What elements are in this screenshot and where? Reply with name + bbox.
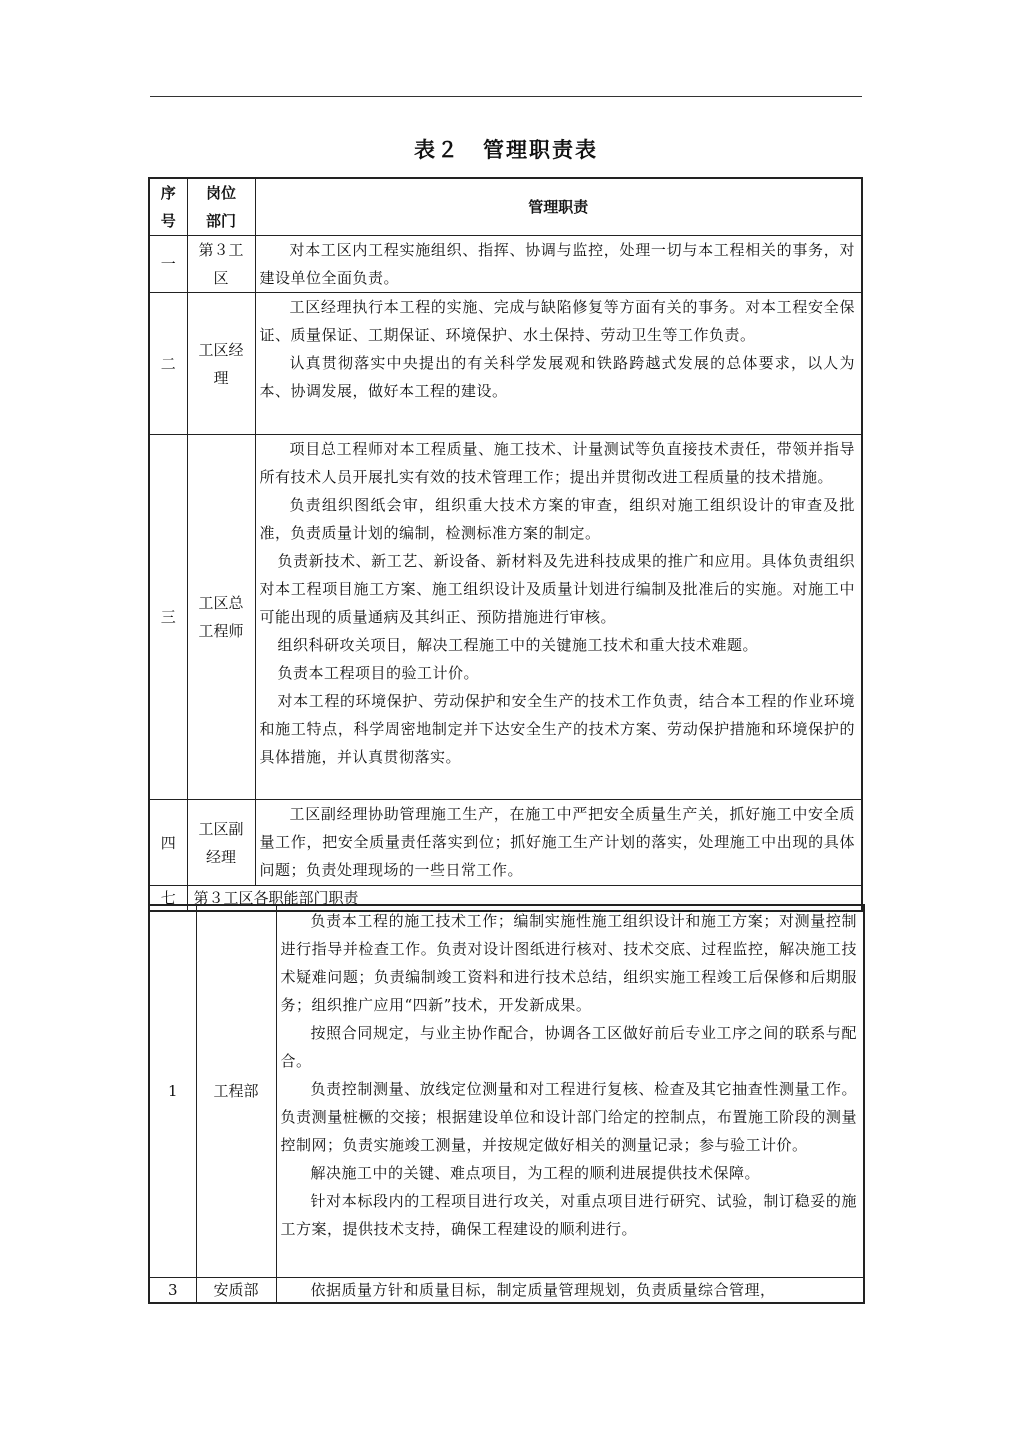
row-position: 工区副经理: [187, 800, 255, 886]
duty-paragraph: 解决施工中的关键、难点项目，为工程的顺利进展提供技术保障。: [310, 1164, 761, 1182]
dept-name: 安质部: [196, 1277, 276, 1303]
row-duties: [255, 800, 862, 886]
duty-paragraph: 针对本标段内的工程项目进行攻关，对重点项目进行研究、试验，制订稳妥的施工方案，提供技术支持，确保工程建设的顺利进行。: [280, 1192, 857, 1238]
dept-number: 3: [149, 1277, 196, 1303]
table-row: [149, 435, 862, 800]
table-row: [149, 236, 862, 293]
header-rule: [150, 96, 862, 97]
duty-paragraph: 工区经理执行本工程的实施、完成与缺陷修复等方面有关的事务。对本工程安全保证、质量保证、工期保证、环境保护、水土保持、劳动卫生等工作负责。: [259, 298, 855, 344]
row-number: 三: [149, 435, 187, 800]
table-row: [149, 905, 864, 1277]
row-duties: [255, 435, 862, 800]
row-number: 一: [149, 236, 187, 293]
row-duties: [255, 293, 862, 435]
duty-table: [148, 177, 863, 912]
table-row: [149, 800, 862, 886]
dept-duties: [276, 905, 864, 1277]
duty-paragraph: 负责本工程的施工技术工作；编制实施性施工组织设计和施工方案；对测量控制进行指导并检查工作。负责对设计图纸进行核对、技术交底、过程监控，解决施工技术疑难问题；负责编制竣工资料和进行技术总结，组织实施工程竣工后保修和后期服务；组织推广应用“四新”技术，开发新成果。: [280, 912, 857, 1014]
duty-paragraph: 项目总工程师对本工程质量、施工技术、计量测试等负直接技术责任，带领并指导所有技术人员开展扎实有效的技术管理工作；提出并贯彻改进工程质量的技术措施。: [259, 440, 855, 486]
duty-paragraph: 对本工区内工程实施组织、指挥、协调与监控，处理一切与本工程相关的事务，对建设单位全面负责。: [259, 241, 855, 287]
duty-paragraph: 组织科研攻关项目，解决工程施工中的关键施工技术和重大技术难题。: [277, 636, 759, 654]
row-number: 七: [149, 886, 187, 912]
table-row: [149, 1277, 864, 1303]
row-duties: [255, 236, 862, 293]
row-number: 二: [149, 293, 187, 435]
row-number: 四: [149, 800, 187, 886]
duty-paragraph: 工区副经理协助管理施工生产，在施工中严把安全质量生产关，抓好施工中安全质量工作，把安全质量责任落实到位；抓好施工生产计划的落实，处理施工中出现的具体问题；负责处理现场的一些日常工作。: [259, 805, 855, 879]
header-position: 岗位部门: [187, 178, 255, 236]
duty-paragraph: 负责本工程项目的验工计价。: [277, 664, 480, 682]
page-title: 表２ 管理职责表: [414, 137, 598, 162]
section-title: 第３工区各职能部门职责: [187, 886, 862, 912]
duty-paragraph: 按照合同规定，与业主协作配合，协调各工区做好前后专业工序之间的联系与配合。: [280, 1024, 857, 1070]
duty-paragraph: 负责控制测量、放线定位测量和对工程进行复核、检查及其它抽查性测量工作。负责测量桩橛的交接；根据建设单位和设计部门给定的控制点，布置施工阶段的测量控制网；负责实施竣工测量，并按规定做好相关的测量记录；参与验工计价。: [280, 1080, 857, 1154]
header-no: 序号: [149, 178, 187, 236]
duty-paragraph: 认真贯彻落实中央提出的有关科学发展观和铁路跨越式发展的总体要求，以人为本、协调发展，做好本工程的建设。: [259, 354, 855, 400]
row-position: 工区总工程师: [187, 435, 255, 800]
duty-paragraph: 负责新技术、新工艺、新设备、新材料及先进科技成果的推广和应用。具体负责组织对本工程项目施工方案、施工组织设计及质量计划进行编制及批准后的实施。对施工中可能出现的质量通病及其纠正、预防措施进行审核。: [259, 552, 855, 626]
table-row: [149, 293, 862, 435]
duty-paragraph: 对本工程的环境保护、劳动保护和安全生产的技术工作负责，结合本工程的作业环境和施工特点，科学周密地制定并下达安全生产的技术方案、劳动保护措施和环境保护的具体措施，并认真贯彻落实。: [259, 692, 855, 766]
header-duties: 管理职责: [255, 178, 862, 236]
row-position: 第３工区: [187, 236, 255, 293]
duty-paragraph: 依据质量方针和质量目标，制定质量管理规划，负责质量综合管理，: [310, 1280, 776, 1299]
row-position: 工区经理: [187, 293, 255, 435]
duty-paragraph: 负责组织图纸会审，组织重大技术方案的审查，组织对施工组织设计的审查及批准，负责质量计划的编制，检测标准方案的制定。: [259, 496, 855, 542]
dept-number: 1: [149, 905, 196, 1277]
department-table: [148, 904, 865, 1304]
dept-duties: [276, 1277, 864, 1303]
dept-name: 工程部: [196, 905, 276, 1277]
